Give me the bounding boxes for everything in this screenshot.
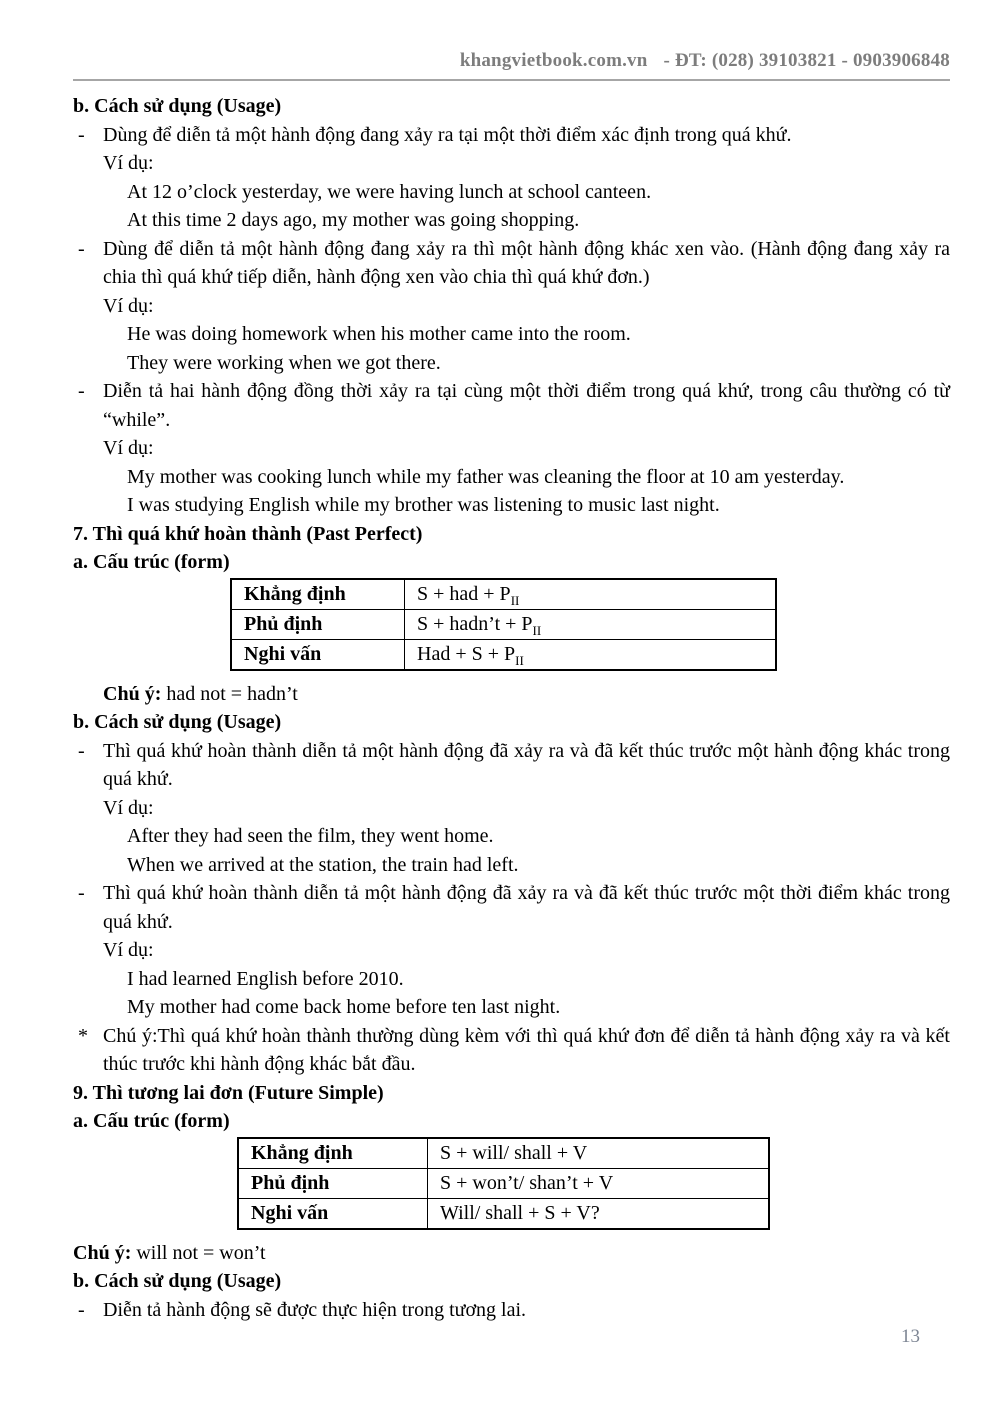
example-sentence: I was studying English while my brother was listening to music last night. <box>127 494 720 516</box>
star-note-item <box>73 1022 950 1079</box>
bullet-item <box>73 737 950 794</box>
bullet-text: Diễn tả hành động sẽ được thực hiện trong tương lai. <box>103 1298 527 1321</box>
star-marker: * <box>78 1024 88 1047</box>
example-sentence: I had learned English before 2010. <box>127 967 404 990</box>
formula-cell <box>405 609 777 639</box>
example-sentence: My mother was cooking lunch while my father was cleaning the floor at 10 am yesterday. <box>127 465 845 488</box>
header-site-text: khangvietbook.com.vn <box>459 50 648 71</box>
formula-cell <box>428 1198 770 1229</box>
table-row <box>231 609 776 639</box>
example-sentence: When we arrived at the station, the train had left. <box>127 853 519 876</box>
example-sentence: My mother had come back home before ten last night. <box>127 996 561 1018</box>
formula-cell <box>405 639 777 670</box>
bullet-dash: - <box>78 123 85 146</box>
form-type-cell: Phủ định <box>238 1168 428 1198</box>
example-label: Ví dụ: <box>103 294 154 317</box>
example-sentence: At 12 o’clock yesterday, we were having lunch at school canteen. <box>127 180 652 203</box>
example-sentence: After they had seen the film, they went home. <box>127 825 494 847</box>
form-type-cell: Khẳng định <box>231 579 405 610</box>
bullet-text: Diễn tả hai hành động đồng thời xảy ra tại cùng một thời điểm trong quá khứ, trong câu thường có từ “while”. <box>103 380 950 431</box>
table-row <box>231 639 776 670</box>
page-number: 13 <box>901 1326 920 1347</box>
example-sentence: He was doing homework when his mother came into the room. <box>127 323 631 345</box>
section-heading-future-simple: 9. Thì tương lai đơn (Future Simple) <box>73 1081 384 1104</box>
bullet-item <box>73 879 950 936</box>
note-label: Chú ý: <box>103 682 162 705</box>
section-heading-usage: b. Cách sử dụng (Usage) <box>73 1270 282 1292</box>
bullet-text: Dùng để diễn tả một hành động đang xảy ra thì một hành động khác xen vào. (Hành động đang xảy ra chia thì quá khứ tiếp diễn, hành động xen vào chia thì quá khứ đơn.) <box>103 237 950 288</box>
formula-cell <box>428 1138 770 1169</box>
section-heading-usage: b. Cách sử dụng (Usage) <box>73 95 282 117</box>
bullet-dash: - <box>78 739 85 762</box>
formula-text: S + hadn’t + P <box>417 612 533 635</box>
bullet-text: Thì quá khứ hoàn thành diễn tả một hành động đã xảy ra và đã kết thúc trước một thời điểm khác trong quá khứ. <box>103 882 950 933</box>
form-type-cell: Nghi vấn <box>238 1198 428 1229</box>
formula-text: S + won’t/ shan’t + V <box>440 1171 614 1194</box>
example-sentence: They were working when we got there. <box>127 351 441 374</box>
note-line <box>73 1239 950 1268</box>
bullet-item <box>73 121 950 150</box>
bullet-dash: - <box>78 380 85 402</box>
formula-subscript: II <box>510 592 520 608</box>
bullet-text: Thì quá khứ hoàn thành diễn tả một hành động đã xảy ra và đã kết thúc trước một hành động khác trong quá khứ. <box>103 739 950 790</box>
formula-text: S + will/ shall + V <box>440 1141 588 1164</box>
header-contact-text: - ĐT: (028) 39103821 - 0903906848 <box>663 50 950 71</box>
formula-subscript: II <box>532 622 542 638</box>
bullet-item <box>73 1296 950 1325</box>
bullet-dash: - <box>78 882 85 904</box>
bullet-item <box>73 377 950 434</box>
formula-text: Will/ shall + S + V? <box>440 1201 600 1224</box>
example-label: Ví dụ: <box>103 796 154 819</box>
example-label: Ví dụ: <box>103 437 154 459</box>
page-header <box>73 50 950 81</box>
example-label: Ví dụ: <box>103 939 154 961</box>
form-type-cell: Khẳng định <box>238 1138 428 1169</box>
bullet-dash: - <box>78 1298 85 1321</box>
formula-cell <box>405 579 777 610</box>
star-note-text: Chú ý:Thì quá khứ hoàn thành thường dùng kèm với thì quá khứ đơn để diễn tả hành động xảy ra và kết thúc trước khi hành động khác bắt đầu. <box>103 1024 950 1075</box>
table-row <box>238 1168 769 1198</box>
form-type-cell: Phủ định <box>231 609 405 639</box>
form-type-cell: Nghi vấn <box>231 639 405 670</box>
formula-subscript: II <box>515 652 524 668</box>
formula-text: S + had + P <box>417 582 511 605</box>
section-heading-past-perfect: 7. Thì quá khứ hoàn thành (Past Perfect) <box>73 522 423 545</box>
form-table-past-perfect <box>230 578 777 671</box>
note-label: Chú ý: <box>73 1241 132 1264</box>
formula-text: Had + S + P <box>417 642 516 665</box>
bullet-item <box>73 235 950 292</box>
note-text: had not = hadn’t <box>161 682 298 705</box>
form-table-future-simple <box>237 1137 770 1230</box>
table-row <box>238 1198 769 1229</box>
bullet-dash: - <box>78 237 85 260</box>
section-heading-form: a. Cấu trúc (form) <box>73 551 230 573</box>
formula-cell <box>428 1168 770 1198</box>
note-text: will not = won’t <box>131 1241 266 1264</box>
document-body <box>73 92 950 1324</box>
table-row <box>231 579 776 610</box>
note-line <box>73 680 950 709</box>
section-heading-usage: b. Cách sử dụng (Usage) <box>73 711 282 733</box>
table-row <box>238 1138 769 1169</box>
section-heading-form: a. Cấu trúc (form) <box>73 1110 230 1132</box>
example-label: Ví dụ: <box>103 152 154 174</box>
bullet-text: Dùng để diễn tả một hành động đang xảy ra tại một thời điểm xác định trong quá khứ. <box>103 123 792 146</box>
example-sentence: At this time 2 days ago, my mother was going shopping. <box>127 209 580 231</box>
